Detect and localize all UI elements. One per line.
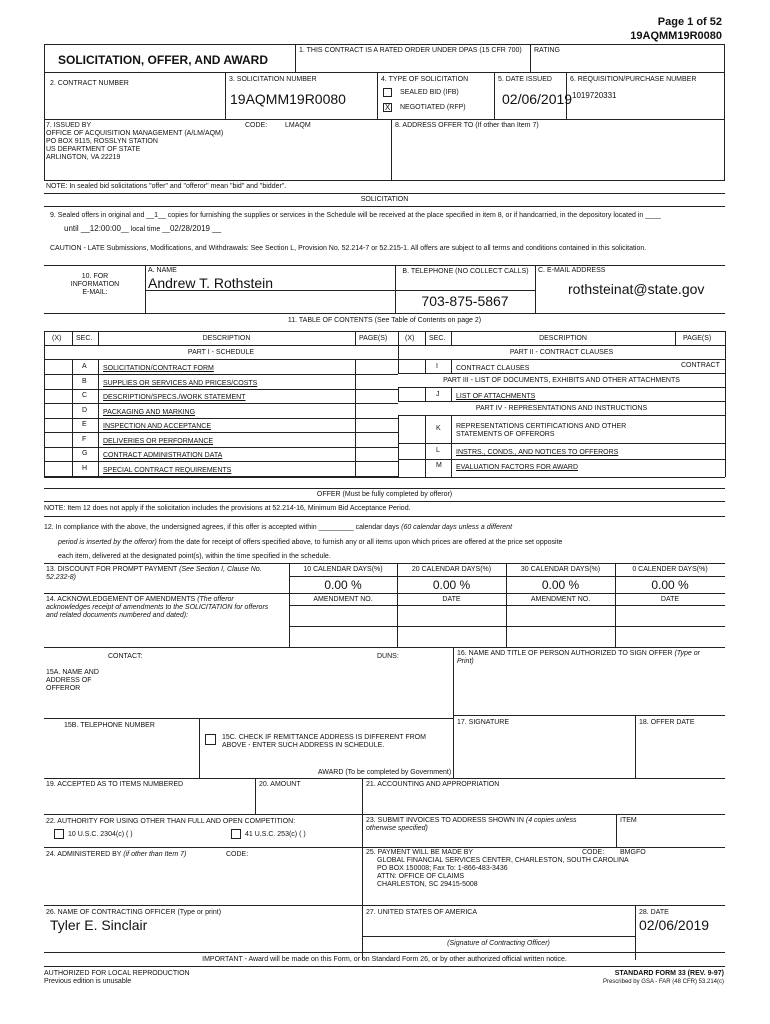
toc-right-desc: LIST OF ATTACHMENTS <box>456 393 536 400</box>
solicitation-type-label: 4. TYPE OF SOLICITATION <box>381 76 469 83</box>
item16-label: 16. NAME AND TITLE OF PERSON AUTHORIZED TO SIGN OFFER (Type or <box>457 650 700 657</box>
item22-label: 22. AUTHORITY FOR USING OTHER THAN FULL AND OPEN COMPETITION: <box>46 818 296 825</box>
signature-caption: (Signature of Contracting Officer) <box>447 940 550 947</box>
date-issued-label: 5. DATE ISSUED <box>498 76 552 83</box>
item15c-label: 15C. CHECK IF REMITTANCE ADDRESS IS DIFFERENT FROM <box>222 734 426 741</box>
toc-left-sec: C <box>82 392 88 399</box>
item15a-label: ADDRESS OF <box>46 677 92 684</box>
item15c-label: ABOVE - ENTER SUCH ADDRESS IN SCHEDULE. <box>222 742 385 749</box>
info-label: E-MAIL: <box>82 289 108 296</box>
toc-col-desc: DESCRIPTION <box>202 335 251 342</box>
form-number: STANDARD FORM 33 (REV. 9-97) <box>614 970 724 977</box>
footer-left: Previous edition is unusable <box>44 978 132 985</box>
note12: NOTE: Item 12 does not apply if the solicitation includes the provisions at 52.214-16, Minimum Bid Acceptance Period. <box>44 505 411 512</box>
item14-label: 14. ACKNOWLEDGEMENT OF AMENDMENTS (The offeror <box>46 596 234 603</box>
item26-label: 26. NAME OF CONTRACTING OFFICER (Type or print) <box>46 909 222 916</box>
item9-line1: 9. Sealed offers in original and __1__ copies for furnishing the supplies or services in the Schedule will be received at the place specified in item 8, or if handcarried, in the depository located in ____ <box>50 212 661 219</box>
toc-left-desc: CONTRACT ADMINISTRATION DATA <box>103 452 223 459</box>
item13-label-cont: 52.232-8) <box>46 574 76 581</box>
item15a-label: OFFEROR <box>46 685 81 692</box>
toc-title: 11. TABLE OF CONTENTS (See Table of Contents on page 2) <box>287 317 482 324</box>
toc-right-sec: K <box>436 425 441 432</box>
toc-col-desc: DESCRIPTION <box>539 335 587 342</box>
amendment-date-label: DATE <box>442 596 461 603</box>
requisition-number: 1019720331 <box>572 91 617 100</box>
toc-col-x: (X) <box>405 335 415 342</box>
sealed-bid-note: NOTE: In sealed bid solicitations "offer" and "offeror" mean "bid" and "bidder". <box>46 183 287 190</box>
info-label: 10. FOR <box>81 273 109 280</box>
duns-label: DUNS: <box>377 653 399 660</box>
amendment-no-label: AMENDMENT NO. <box>530 596 591 603</box>
toc-col-sec: SEC. <box>76 335 93 342</box>
phone-label: B. TELEPHONE (NO COLLECT CALLS) <box>402 268 529 275</box>
item14-label-cont: acknowledges receipt of amendments to the SOLICITATION for offerors <box>46 604 269 611</box>
page-number: Page 1 of 52 <box>657 16 722 28</box>
toc-part2: PART II - CONTRACT CLAUSES <box>509 349 614 356</box>
toc-left-sec: G <box>82 450 88 457</box>
sealed-bid-label: SEALED BID (IFB) <box>400 89 459 96</box>
toc-left-sec: A <box>82 363 87 370</box>
award-date: 02/06/2019 <box>639 917 710 933</box>
item15b-label: 15B. TELEPHONE NUMBER <box>64 722 155 729</box>
item18-label: 18. OFFER DATE <box>639 719 695 726</box>
contract-number-label: 2. CONTRACT NUMBER <box>50 80 129 87</box>
usc2-label: 41 U.S.C. 253(c) ( ) <box>245 831 306 838</box>
contact-email: rothsteinat@state.gov <box>568 281 705 297</box>
toc-part3: PART III - LIST OF DOCUMENTS, EXHIBITS AND OTHER ATTACHMENTS <box>443 377 680 384</box>
toc-right-desc: EVALUATION FACTORS FOR AWARD <box>456 464 578 471</box>
issued-by-line: OFFICE OF ACQUISITION MANAGEMENT (A/LM/AQM) <box>46 130 224 137</box>
remittance-checkbox[interactable] <box>205 734 216 745</box>
item12-line3: each item, delivered at the designated point(s), within the time specified in the schedule. <box>58 553 331 560</box>
issued-by-line: ARLINGTON, VA 22219 <box>46 154 121 161</box>
discount-header: 0 CALENDER DAYS(%) <box>632 566 708 573</box>
toc-left-desc: SOLICITATION/CONTRACT FORM <box>103 365 214 372</box>
item16-label-cont: Print) <box>457 658 474 665</box>
code25-label: CODE: <box>582 849 605 856</box>
item12-line1: 12. In compliance with the above, the undersigned agrees, if this offer is accepted within _________ calendar days (60 calendar days unless a different <box>44 524 513 531</box>
contact-phone: 703-875-5867 <box>421 293 509 309</box>
toc-left-sec: E <box>82 421 87 428</box>
requisition-label: 6. REQUISITION/PURCHASE NUMBER <box>570 76 697 83</box>
toc-right-desc: STATEMENTS OF OFFERORS <box>456 431 555 438</box>
rating-label: RATING <box>534 47 560 54</box>
toc-left-sec: B <box>82 378 87 385</box>
date-issued: 02/06/2019 <box>502 91 573 107</box>
item23-label: 23. SUBMIT INVOICES TO ADDRESS SHOWN IN (4 copies unless <box>366 817 577 824</box>
solicitation-number: 19AQMM19R0080 <box>230 91 346 107</box>
item13-label: 13. DISCOUNT FOR PROMPT PAYMENT (See Section I, Clause No. <box>46 566 262 573</box>
solicitation-heading: SOLICITATION <box>360 196 409 203</box>
pay-address-line: ATTN: OFFICE OF CLAIMS <box>377 873 464 880</box>
pay-address-line: PO BOX 150008; Fax To: 1-866-483-3436 <box>377 865 508 872</box>
issued-by-line: PO BOX 9115, ROSSLYN STATION <box>46 138 158 145</box>
item25-label: 25. PAYMENT WILL BE MADE BY <box>366 849 474 856</box>
toc-col-pages: PAGE(S) <box>683 335 712 342</box>
toc-right-pages: CONTRACT <box>681 362 720 369</box>
offer-heading: OFFER (Must be fully completed by offeror) <box>316 491 453 498</box>
form-title: SOLICITATION, OFFER, AND AWARD <box>58 53 268 67</box>
code-label: CODE: <box>245 122 268 129</box>
toc-left-sec: D <box>82 407 88 414</box>
toc-left-desc: PACKAGING AND MARKING <box>103 409 196 416</box>
item24-label: 24. ADMINISTERED BY (if other than Item 7) <box>46 851 187 858</box>
toc-right-sec: L <box>436 447 440 454</box>
amendment-no-label: AMENDMENT NO. <box>313 596 373 603</box>
item23-label-cont: otherwise specified) <box>366 825 428 832</box>
toc-col-pages: PAGE(S) <box>359 335 388 342</box>
important-note: IMPORTANT - Award will be made on this Form, or on Standard Form 26, or by other authorized official written notice. <box>202 956 567 963</box>
discount-header: 30 CALENDAR DAYS(%) <box>520 566 601 573</box>
toc-left-desc: INSPECTION AND ACCEPTANCE <box>103 423 212 430</box>
toc-part1: PART I - SCHEDULE <box>187 349 255 356</box>
top-solicitation-number: 19AQMM19R0080 <box>630 30 722 42</box>
discount-value: 0.00 % <box>651 578 689 592</box>
usc1-checkbox[interactable] <box>54 829 64 839</box>
toc-left-desc: SUPPLIES OR SERVICES AND PRICES/COSTS <box>103 380 258 387</box>
issued-by-label: 7. ISSUED BY <box>46 122 92 129</box>
item20-label: 20. AMOUNT <box>259 781 301 788</box>
toc-right-desc: REPRESENTATIONS CERTIFICATIONS AND OTHER <box>456 423 627 430</box>
toc-right-sec: I <box>436 363 438 370</box>
toc-col-sec: SEC. <box>429 335 446 342</box>
sealed-bid-checkbox[interactable] <box>383 88 392 97</box>
item15a-label: 15A. NAME AND <box>46 669 99 676</box>
usc1-label: 10 U.S.C. 2304(c) ( ) <box>68 831 133 838</box>
item9-line2: until __12:00:00__ local time __02/28/2019 __ <box>64 224 222 233</box>
negotiated-label: NEGOTIATED (RFP) <box>400 104 466 111</box>
toc-right-sec: M <box>436 462 442 469</box>
contact-label: CONTACT: <box>108 653 143 660</box>
code25-value: BMGFO <box>620 849 646 856</box>
pay-address-line: GLOBAL FINANCIAL SERVICES CENTER, CHARLESTON, SOUTH CAROLINA <box>377 857 629 864</box>
item19-label: 19. ACCEPTED AS TO ITEMS NUMBERED <box>46 781 184 788</box>
info-label: INFORMATION <box>70 281 120 288</box>
pay-address-line: CHARLESTON, SC 29415-5008 <box>377 881 478 888</box>
toc-part4: PART IV - REPRESENTATIONS AND INSTRUCTIONS <box>475 405 648 412</box>
item-label: ITEM <box>620 817 637 824</box>
issued-by-line: US DEPARTMENT OF STATE <box>46 146 141 153</box>
toc-left-desc: SPECIAL CONTRACT REQUIREMENTS <box>103 467 232 474</box>
item28-label: 28. DATE <box>639 909 669 916</box>
toc-left-sec: H <box>82 465 88 472</box>
discount-header: 20 CALENDAR DAYS(%) <box>411 566 492 573</box>
name-label: A. NAME <box>148 267 177 274</box>
item17-label: 17. SIGNATURE <box>457 719 509 726</box>
discount-value: 0.00 % <box>432 578 471 592</box>
negotiated-checkbox[interactable]: X <box>384 103 391 112</box>
award-heading: AWARD (To be completed by Government) <box>317 769 452 776</box>
toc-col-x: (X) <box>52 335 62 342</box>
discount-value: 0.00 % <box>324 578 362 592</box>
contracting-officer-name: Tyler E. Sinclair <box>50 917 148 933</box>
toc-right-sec: J <box>436 391 440 398</box>
code-value: LMAQM <box>285 122 311 129</box>
discount-value: 0.00 % <box>541 578 580 592</box>
caution-text: CAUTION - LATE Submissions, Modifications, and Withdrawals: See Section L, Provision No. 52.214-7 or 52.215-1. All offers are subject to all terms and conditions contained in this solicitation. <box>50 245 647 252</box>
code24-label: CODE: <box>226 851 249 858</box>
contact-name: Andrew T. Rothstein <box>148 275 274 291</box>
item27-label: 27. UNITED STATES OF AMERICA <box>366 909 477 916</box>
prescribed-by: Prescribed by GSA - FAR (48 CFR) 53.214(c) <box>602 979 724 985</box>
item12-line2: period is inserted by the offeror) from the date for receipt of offers specified above, to furnish any or all items upon which prices are offered at the price set opposite <box>58 539 563 546</box>
toc-left-sec: F <box>82 436 87 443</box>
address-offer-label: 8. ADDRESS OFFER TO (If other than Item 7) <box>395 122 539 129</box>
toc-right-desc: CONTRACT CLAUSES <box>456 365 530 372</box>
toc-left-desc: DELIVERIES OR PERFORMANCE <box>103 438 214 445</box>
solicitation-number-label: 3. SOLICITATION NUMBER <box>229 76 317 83</box>
email-label: C. E-MAIL ADDRESS <box>538 267 606 274</box>
footer-left: AUTHORIZED FOR LOCAL REPRODUCTION <box>44 970 190 977</box>
discount-header: 10 CALENDAR DAYS(%) <box>303 566 383 573</box>
toc-right-desc: INSTRS., CONDS., AND NOTICES TO OFFERORS <box>456 449 619 456</box>
toc-left-desc: DESCRIPTION/SPECS./WORK STATEMENT <box>103 394 246 401</box>
box1-label: 1. THIS CONTRACT IS A RATED ORDER UNDER DPAS (15 CFR 700) <box>299 47 522 54</box>
usc2-checkbox[interactable] <box>231 829 241 839</box>
item14-label-cont: and related documents numbered and dated): <box>46 612 189 619</box>
item21-label: 21. ACCOUNTING AND APPROPRIATION <box>366 781 500 788</box>
amendment-date-label: DATE <box>660 596 680 603</box>
